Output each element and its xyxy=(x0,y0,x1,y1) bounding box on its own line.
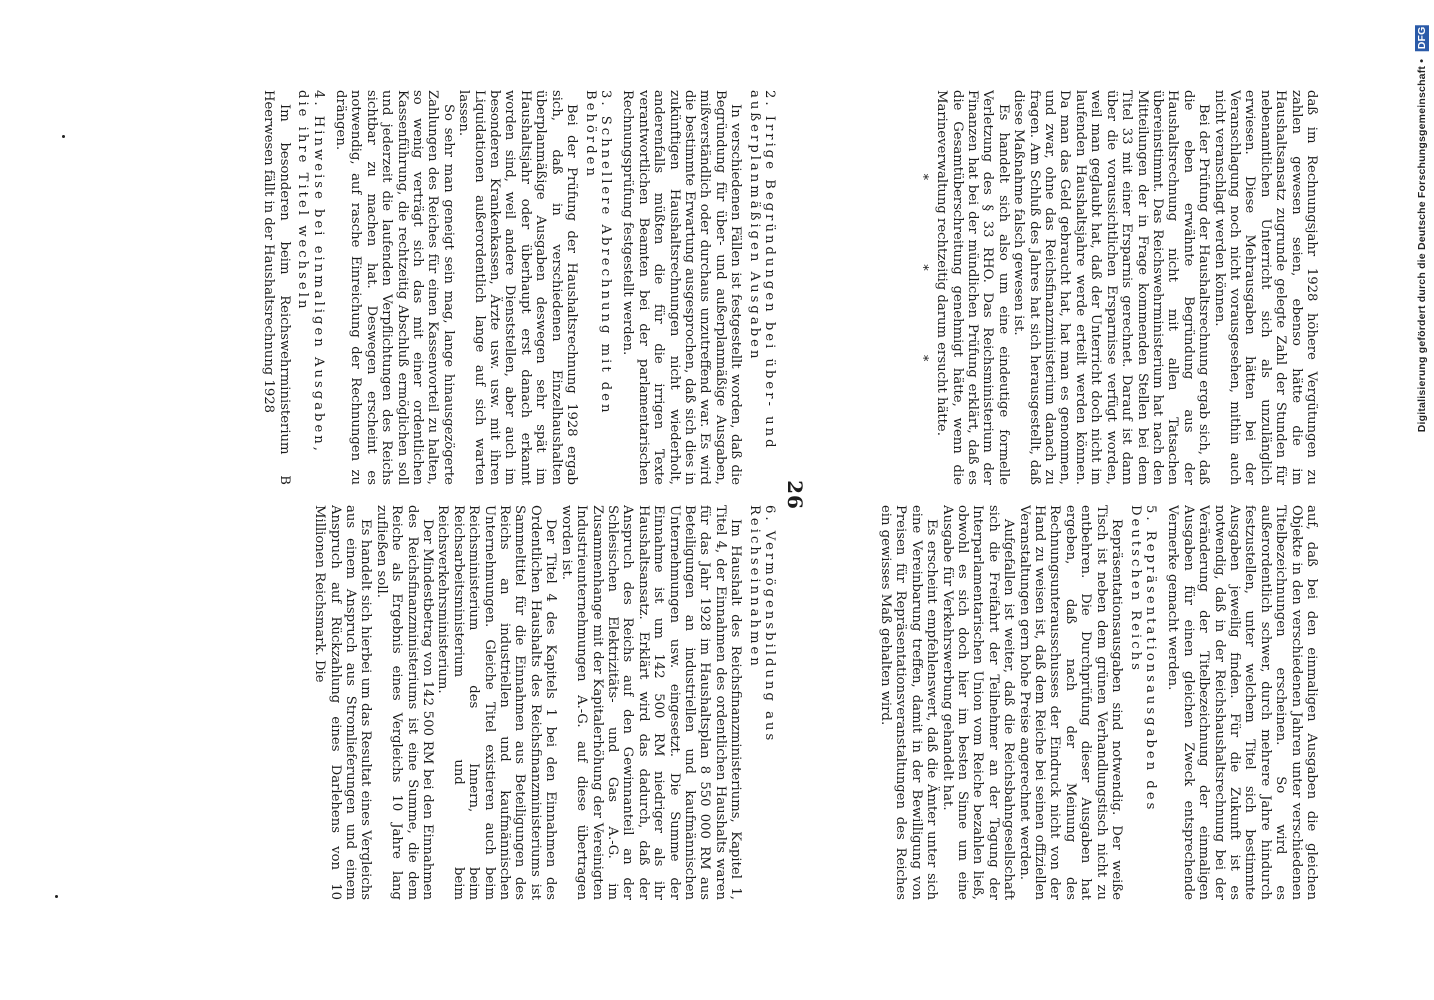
section-separator: * * * xyxy=(914,173,930,402)
section-heading-6: 6. Vermögensbildung aus Reichseinnahmen xyxy=(746,505,777,744)
paragraph: Es erscheint empfehlenswert, daß die Ämter unter sich eine Vereinbarung treffen, damit in der Bewilligung von Preisen für Repräsentationsveranstaltungen des Reiches ein gewisses Maß gehalten wird. xyxy=(878,505,940,900)
scan-speck xyxy=(62,135,65,138)
right-column xyxy=(119,505,1319,900)
paragraph: daß im Rechnungsjahr 1928 höhere Vergütungen zu zahlen gewesen seien, ebenso hätte die im Haushaltsansatz zugrunde gelegte Zahl der Stunden für nebenamtlichen Unterricht sich als unzulänglich erwiesen. Diese Mehrausgaben hätten bei der Veranschlagung noch nicht vorausgesehen, mithin auch nicht veranschlagt werden können. xyxy=(1211,90,1319,485)
digitization-credit xyxy=(1415,25,1429,432)
scan-speck xyxy=(55,895,58,898)
left-column-upper xyxy=(819,90,1319,485)
paragraph: Der Titel 4 des Kapitels 1 bei den Einnahmen des Ordentlichen Haushalts des Reichsfinanzministeriums ist Sammeltitel für die Einnahmen aus Beteiligungen des Reichs an industriellen und kaufmännischen Unternehmungen. Gleiche Titel existieren auch beim Reichsministerium des Innern, beim Reichsarbeitsministerium und beim Reichsverkehrsministerium. xyxy=(435,505,559,900)
paragraph: Der Mindestbetrag von 142 500 RM bei den Einnahmen des Reichsfinanzministeriums ist eine Summe, die dem Reiche als Ergebnis eines Vergleichs 10 Jahre lang zufließen soll. xyxy=(373,505,436,900)
paragraph: Repräsentationsausgaben sind notwendig. Der weiße Tisch ist neben dem grünen Verhandlungstisch nicht zu entbehren. Die Durchprüfung dieser Ausgaben hat ergeben, daß nach der Meinung des Rechnungsunterausschusses der Eindruck nicht von der Hand zu weisen ist, daß dem Reiche bei seinen offiziellen Veranstaltungen gern hohe Preise angerechnet werden. xyxy=(1016,505,1125,900)
section-heading-4: 4. Hinweise bei einmaligen Ausgaben, die ihre Titel wechseln xyxy=(295,90,326,454)
paragraph: Bei der Prüfung der Haushaltsrechnung ergab sich, daß die eben erwähnte Begründung aus der Haushaltsrechnung nicht mit allen Tatsachen übereinstimmt. Das Reichswehrministerium hat nach den Mitteilungen der in Frage kommenden Stellen bei dem Titel 33 mit einer Ersparnis gerechnet. Darauf ist dann über die voraussichtlichen Ersparnisse verfügt worden, weil man geglaubt hat, daß der Unterricht doch nicht im laufenden Haushaltsjahre werde erteilt werden können. Da man das Geld gebraucht hat, hat man es genommen, und zwar, ohne das Reichsfinanzministerium danach zu fragen. Am Schluß des Jahres hat sich herausgestellt, daß diese Maßnahme falsch gewesen ist. xyxy=(1011,90,1212,485)
paragraph: Im besonderen beim Reichswehrministerium B Heerwesen fällt in der Haushaltsrechnung 1928 xyxy=(261,90,292,485)
paragraph: Aufgefallen ist weiter, daß die Reichsbahngesellschaft sich die Freifahrt der Teilnehmer an der Tagung der Interparlamentarischen Union vom Reiche bezahlen ließ, obwohl es sich doch hier im besten Sinne um eine Ausgabe für Verkehrswerbung gehandelt hat. xyxy=(939,505,1017,900)
credit-text: Digitalisierung gefördert durch die Deutsche Forschungsgemeinschaft • xyxy=(1416,58,1428,433)
right-column-lower xyxy=(119,505,784,900)
section-heading-3: 3. Schnellere Abrechnung mit den Behörden xyxy=(582,90,613,416)
section-heading-5: 5. Repräsentationsausgaben des Deutschen Reichs xyxy=(1127,505,1158,813)
paragraph: In verschiedenen Fällen ist festgestellt worden, daß die Begründung für über- und außerplanmäßige Ausgaben, mißverständlich oder durchaus unzutreffend war. Es wird die bestimmte Erwartung ausgesprochen, daß sich dies in zukünftigen Haushaltsrechnungen nicht wiederholt, anderenfalls müßten die für die irrigen Texte verantwortlichen Beamten bei der parlamentarischen Rechnungsprüfung festgestellt werden. xyxy=(620,90,744,485)
paragraph: So sehr man geneigt sein mag, lange hinausgezögerte Zahlungen des Reiches für einen Kassenvorteil zu halten, so wenig verträgt sich das mit einer ordentlichen Kassenführung, die rechtzeitig Abschluß ermöglichen soll und jederzeit die laufenden Verpflichtungen des Reichs sichtbar zu machen hat. Deswegen erscheint es notwendig, auf rasche Einreichung der Rechnungen zu drängen. xyxy=(333,90,456,485)
dfg-logo: DFG xyxy=(1416,27,1428,50)
right-column-upper xyxy=(819,505,1319,900)
paragraph: Im Haushalt des Reichsfinanzministeriums, Kapitel 1, Titel 4, der Einnahmen des ordentlichen Haushalts waren für das Jahr 1928 im Haushaltsplan 8 550 000 RM aus Beteiligungen an industriellen und kaufmännischen Unternehmungen usw. eingesetzt. Die Summe der Einnahme ist um 142 500 RM niedriger als ihr Haushaltsansatz. Erklärt wird das dadurch, daß der Anspruch des Reichs auf den Gewinnanteil an der Schlesischen Elektrizitäts- und Gas A.-G. im Zusammenhange mit der Kapitalerhöhung der Vereinigten Industrieunternehmungen A.-G. auf diese übertragen worden ist. xyxy=(558,505,744,900)
paragraph: Bei der Prüfung der Haushaltsrechnung 1928 ergab sich, daß in verschiedenen Einzelhaushalten überplanmäßige Ausgaben deswegen sehr spät im Haushaltsjahr oder überhaupt erst danach erkannt worden sind, weil andere Dienststellen, aber auch im besonderen Krankenkassen, Ärzte usw. usw. mit ihren Liquidationen außerordentlich lange auf sich warten lassen. xyxy=(456,90,580,485)
left-column-lower xyxy=(119,90,784,485)
section-heading-2: 2. Irrige Begründungen bei über- und außerplanmäßigen Ausgaben xyxy=(746,90,777,451)
paragraph: Es handelt sich also um eine eindeutige formelle Verletzung des § 33 RHO. Das Reichsministerium der Finanzen hat bei der mündlichen Prüfung erklärt, daß es die Gesamtüberschreitung genehmigt hätte, wenn die Marineverwaltung rechtzeitig darum ersucht hätte. xyxy=(934,90,1011,485)
paragraph: Es handelt sich hierbei um das Resultat eines Vergleichs aus einem Anspruch aus Stromlieferungen und einem Anspruch auf Rückzahlung eines Darlehens von 10 Millionen Reichsmark. Die xyxy=(312,505,374,900)
paragraph: auf, daß bei den einmaligen Ausgaben die gleichen Objekte in den verschiedenen Jahren unter verschiedenen Titelbezeichnungen erscheinen. So wird es außerordentlich schwer, durch mehrere Jahre hindurch festzustellen, unter welchem Titel sich bestimmte Ausgaben jeweilig finden. Für die Zukunft ist es notwendig, daß in der Reichshaushaltsrechnung bei der Veränderung der Titelbezeichnung der einmaligen Ausgaben für einen gleichen Zweck entsprechende Vermerke gemacht werden. xyxy=(1165,505,1319,900)
page-number: 26 xyxy=(783,480,807,510)
document-sheet xyxy=(119,90,1319,900)
left-column xyxy=(119,90,1319,485)
